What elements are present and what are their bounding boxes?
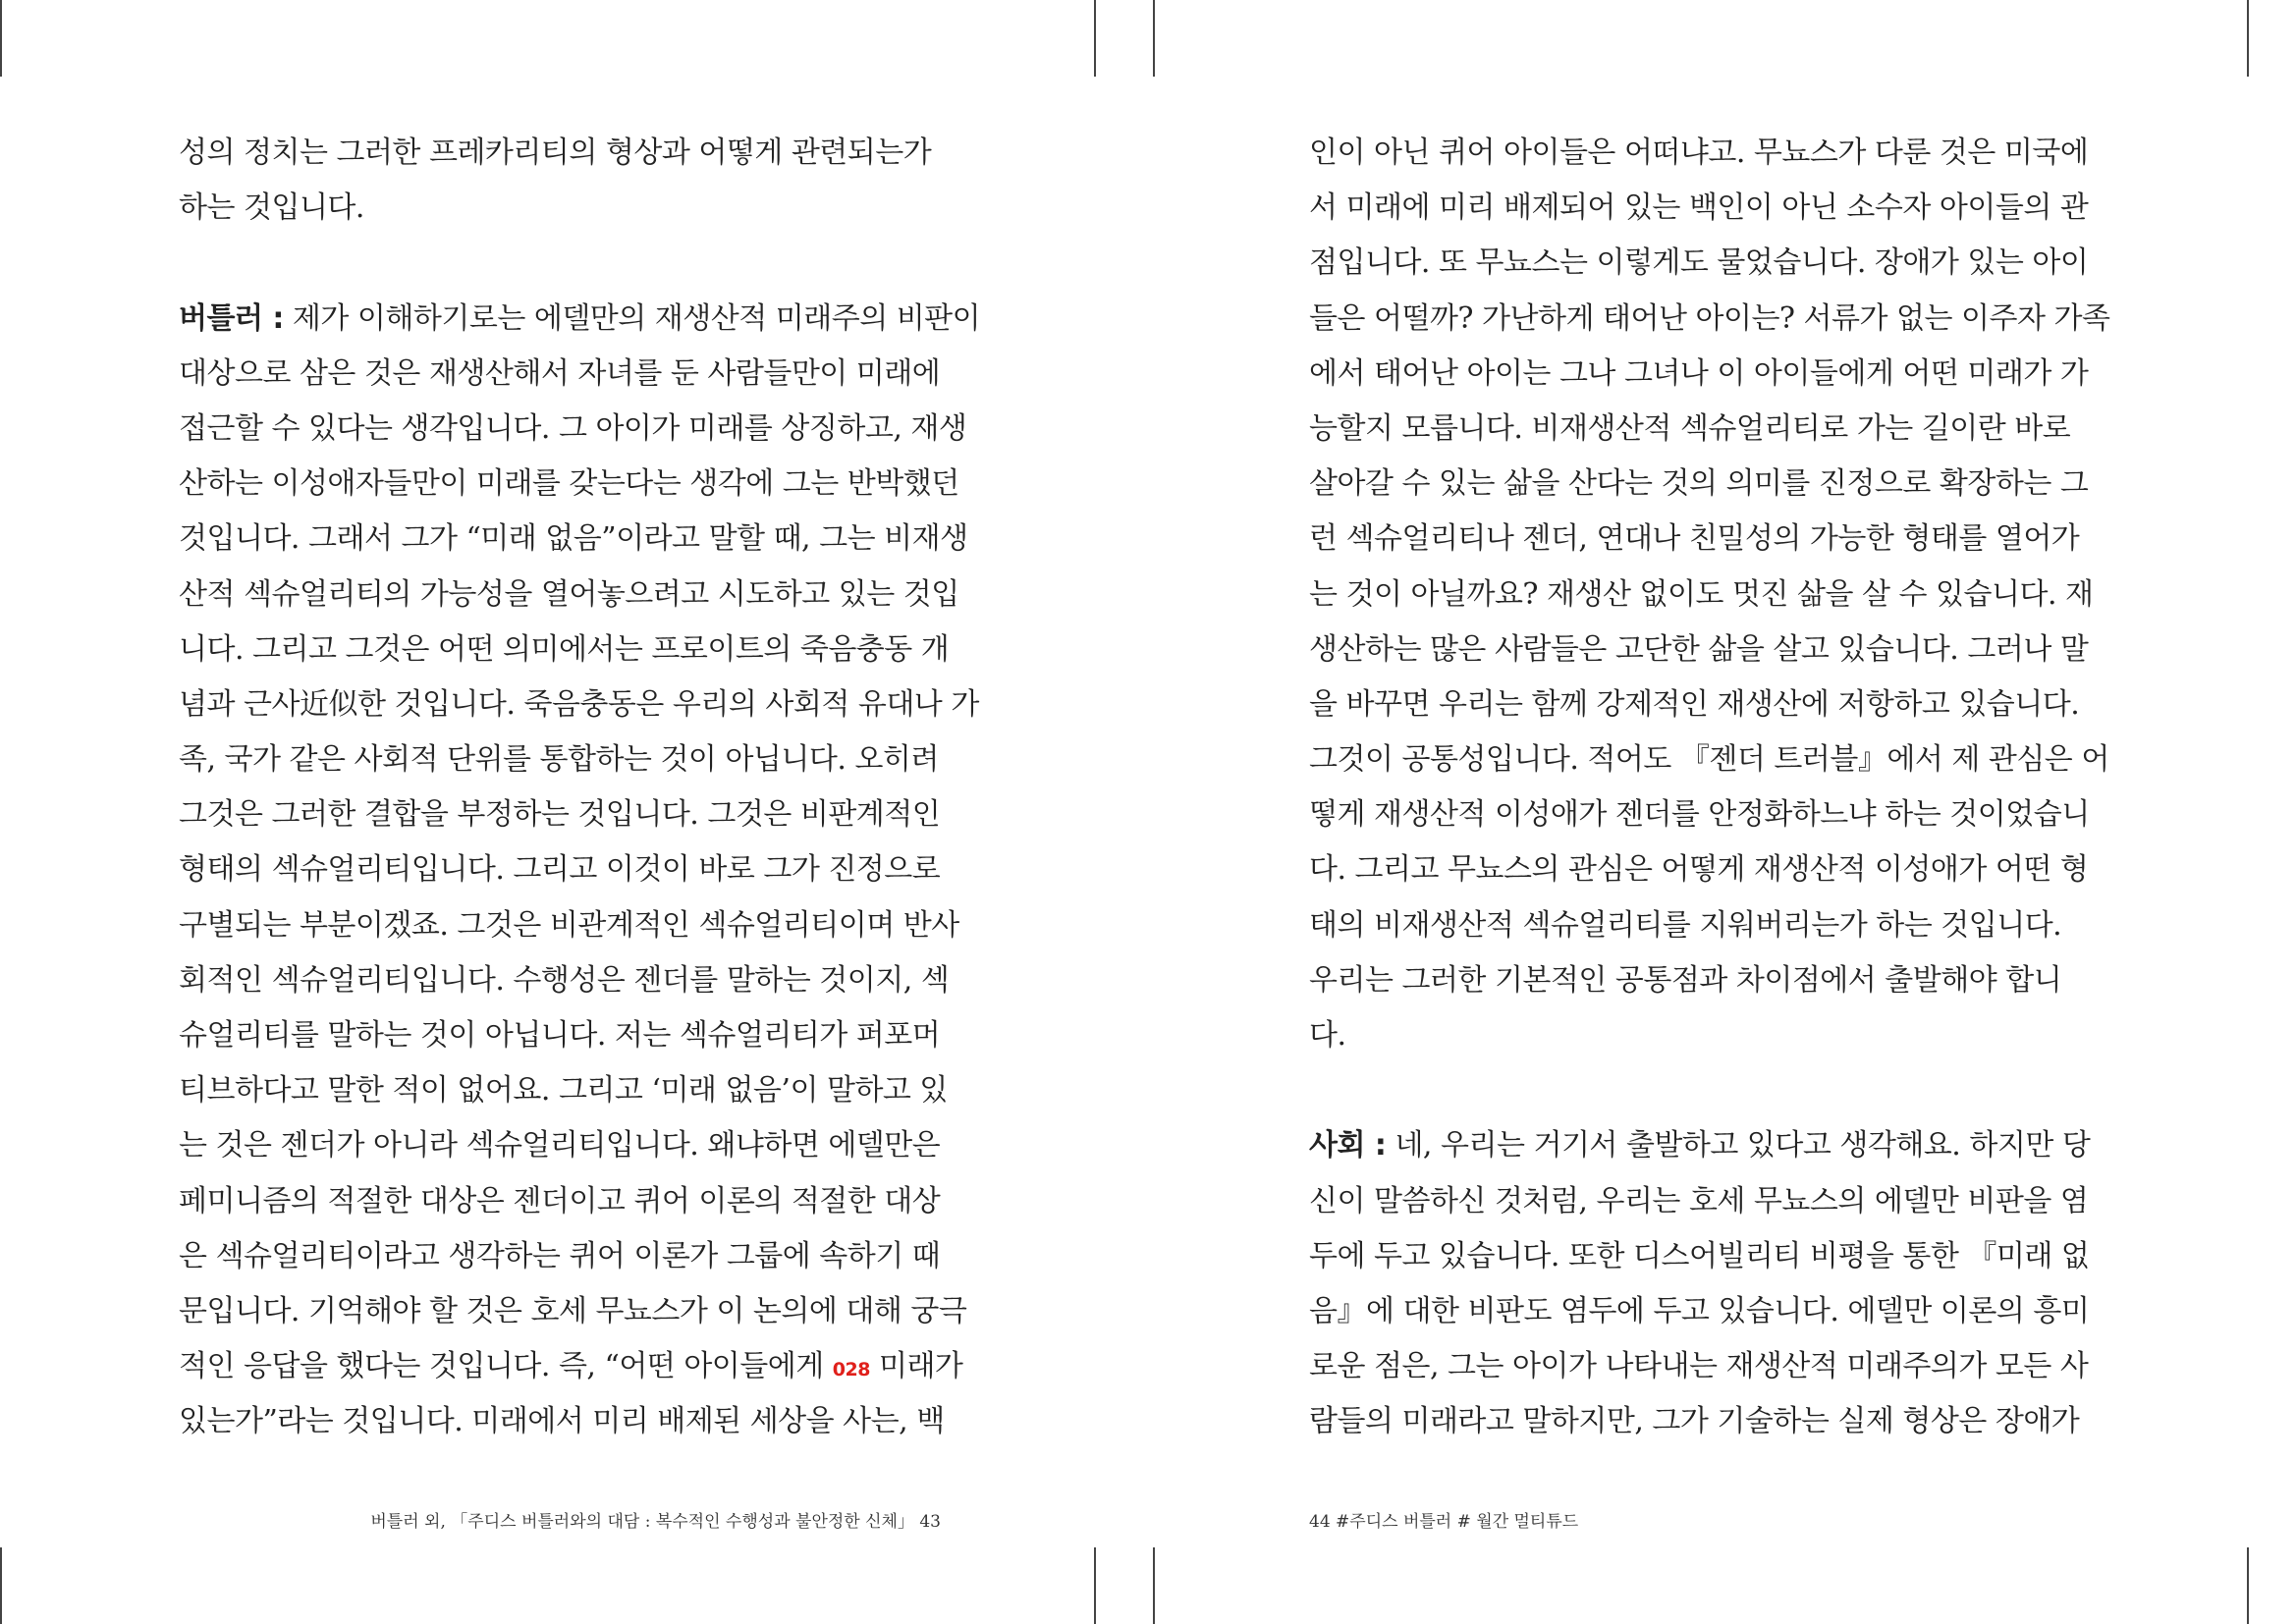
text-line: 능할지 모릅니다. 비재생산적 섹슈얼리티로 가는 길이란 바로 <box>1309 410 2071 446</box>
text-line: 신이 말씀하신 것처럼, 우리는 호세 무뇨스의 에델만 비판을 염 <box>1309 1183 2089 1218</box>
text-line <box>179 292 981 347</box>
text-line: 점입니다. 또 무뇨스는 이렇게도 물었습니다. 장애가 있는 아이 <box>1309 245 2089 281</box>
text-line: 그것은 그러한 결합을 부정하는 것입니다. 그것은 비판계적인 <box>179 797 941 833</box>
crop-mark <box>0 0 2 77</box>
text-line: 형태의 섹슈얼리티입니다. 그리고 이것이 바로 그가 진정으로 <box>179 852 941 888</box>
text-line: 로운 점은, 그는 아이가 나타내는 재생산적 미래주의가 모든 사 <box>1309 1349 2089 1384</box>
text-line: 니다. 그리고 그것은 어떤 의미에서는 프로이트의 죽음충동 개 <box>179 631 950 667</box>
text-line: 슈얼리티를 말하는 것이 아닙니다. 저는 섹슈얼리티가 퍼포머 <box>179 1018 941 1053</box>
crop-mark <box>2247 0 2249 77</box>
text-line: 생산하는 많은 사람들은 고단한 삶을 살고 있습니다. 그러나 말 <box>1309 631 2089 667</box>
text-line: 서 미래에 미리 배제되어 있는 백인이 아닌 소수자 아이들의 관 <box>1309 190 2089 226</box>
text-span: 네, 우리는 거기서 출발하고 있다고 생각해요. 하지만 당 <box>1386 1128 2091 1164</box>
text-span: 제가 이해하기로는 에델만의 재생산적 미래주의 비판이 <box>283 300 981 336</box>
right-footer: 44 #주디스 버틀러 # 월간 멀티튜드 <box>1309 1512 1579 1532</box>
crop-mark <box>0 1547 2 1624</box>
text-line: 는 것이 아닐까요? 재생산 없이도 멋진 삶을 살 수 있습니다. 재 <box>1309 576 2094 612</box>
text-line: 산적 섹슈얼리티의 가능성을 열어놓으려고 시도하고 있는 것입 <box>179 576 959 612</box>
crop-mark <box>1153 1547 1155 1624</box>
text-line: 인이 아닌 퀴어 아이들은 어떠냐고. 무뇨스가 다룬 것은 미국에 <box>1309 135 2089 170</box>
text-line <box>179 1339 963 1394</box>
text-line: 런 섹슈얼리티나 젠더, 연대나 친밀성의 가능한 형태를 열어가 <box>1309 521 2080 557</box>
text-line: 두에 두고 있습니다. 또한 디스어빌리티 비평을 통한 『미래 없 <box>1309 1238 2090 1273</box>
text-line: 있는가”라는 것입니다. 미래에서 미리 배제된 세상을 사는, 백 <box>179 1404 945 1439</box>
text-line: 는 것은 젠더가 아니라 섹슈얼리티입니다. 왜냐하면 에델만은 <box>179 1128 941 1164</box>
text-line: 티브하다고 말한 적이 없어요. 그리고 ‘미래 없음’이 말하고 있 <box>179 1073 948 1109</box>
paragraph-gap <box>179 236 943 291</box>
text-line: 다. 그리고 무뇨스의 관심은 어떻게 재생산적 이성애가 어떤 형 <box>1309 852 2089 888</box>
text-line: 다. <box>1309 1018 1346 1053</box>
left-footer: 버틀러 외, 「주디스 버틀러와의 대담 : 복수적인 수행성과 불안정한 신체」 43 <box>370 1512 941 1532</box>
text-line: 살아갈 수 있는 삶을 산다는 것의 의미를 진정으로 확장하는 그 <box>1309 466 2089 502</box>
text-line: 태의 비재생산적 섹슈얼리티를 지워버리는가 하는 것입니다. <box>1309 907 2062 943</box>
text-line: 우리는 그러한 기본적인 공통점과 차이점에서 출발해야 합니 <box>1309 962 2062 998</box>
speaker-label: 버틀러 : <box>179 300 284 336</box>
text-line: 에서 태어난 아이는 그나 그녀나 이 아이들에게 어떤 미래가 가 <box>1309 355 2089 391</box>
text-line: 념과 근사近似한 것입니다. 죽음충동은 우리의 사회적 유대나 가 <box>179 686 979 722</box>
text-line: 하는 것입니다. <box>179 190 364 226</box>
left-page <box>179 126 981 1450</box>
text-line: 람들의 미래라고 말하지만, 그가 기술하는 실제 형상은 장애가 <box>1309 1404 2080 1439</box>
crop-mark <box>2247 1547 2249 1624</box>
text-line: 페미니즘의 적절한 대상은 젠더이고 퀴어 이론의 적절한 대상 <box>179 1183 941 1218</box>
text-line: 것입니다. 그래서 그가 “미래 없음”이라고 말할 때, 그는 비재생 <box>179 521 968 557</box>
text-line: 음』에 대한 비판도 염두에 두고 있습니다. 에델만 이론의 흥미 <box>1309 1293 2090 1328</box>
text-line: 회적인 섹슈얼리티입니다. 수행성은 젠더를 말하는 것이지, 섹 <box>179 962 950 998</box>
speaker-label: 사회 : <box>1309 1128 1387 1164</box>
text-line: 들은 어떨까? 가난하게 태어난 아이는? 서류가 없는 이주자 가족 <box>1309 300 2110 336</box>
text-line <box>1309 1118 2091 1173</box>
text-line: 접근할 수 있다는 생각입니다. 그 아이가 미래를 상징하고, 재생 <box>179 410 967 446</box>
text-line: 산하는 이성애자들만이 미래를 갖는다는 생각에 그는 반박했던 <box>179 466 959 502</box>
crop-mark <box>1153 0 1155 77</box>
paragraph-gap <box>1309 1063 2073 1118</box>
text-line: 성의 정치는 그러한 프레카리티의 형상과 어떻게 관련되는가 <box>179 135 932 170</box>
text-line: 을 바꾸면 우리는 함께 강제적인 재생산에 저항하고 있습니다. <box>1309 686 2080 722</box>
crop-mark <box>1094 1547 1096 1624</box>
right-page <box>1309 126 2110 1450</box>
text-line: 대상으로 삼은 것은 재생산해서 자녀를 둔 사람들만이 미래에 <box>179 355 941 391</box>
text-line: 족, 국가 같은 사회적 단위를 통합하는 것이 아닙니다. 오히려 <box>179 742 939 778</box>
crop-mark <box>1094 0 1096 77</box>
text-line: 그것이 공통성입니다. 적어도 『젠더 트러블』에서 제 관심은 어 <box>1309 742 2109 778</box>
page-marker: 028 <box>832 1359 870 1381</box>
text-line: 구별되는 부분이겠죠. 그것은 비관계적인 섹슈얼리티이며 반사 <box>179 907 959 943</box>
text-span: 적인 응답을 했다는 것입니다. 즉, “어떤 아이들에게 <box>179 1349 833 1384</box>
text-span: 미래가 <box>869 1349 963 1384</box>
text-line: 은 섹슈얼리티이라고 생각하는 퀴어 이론가 그룹에 속하기 때 <box>179 1238 941 1273</box>
text-line: 문입니다. 기억해야 할 것은 호세 무뇨스가 이 논의에 대해 궁극 <box>179 1293 967 1328</box>
text-line: 떻게 재생산적 이성애가 젠더를 안정화하느냐 하는 것이었습니 <box>1309 797 2090 833</box>
